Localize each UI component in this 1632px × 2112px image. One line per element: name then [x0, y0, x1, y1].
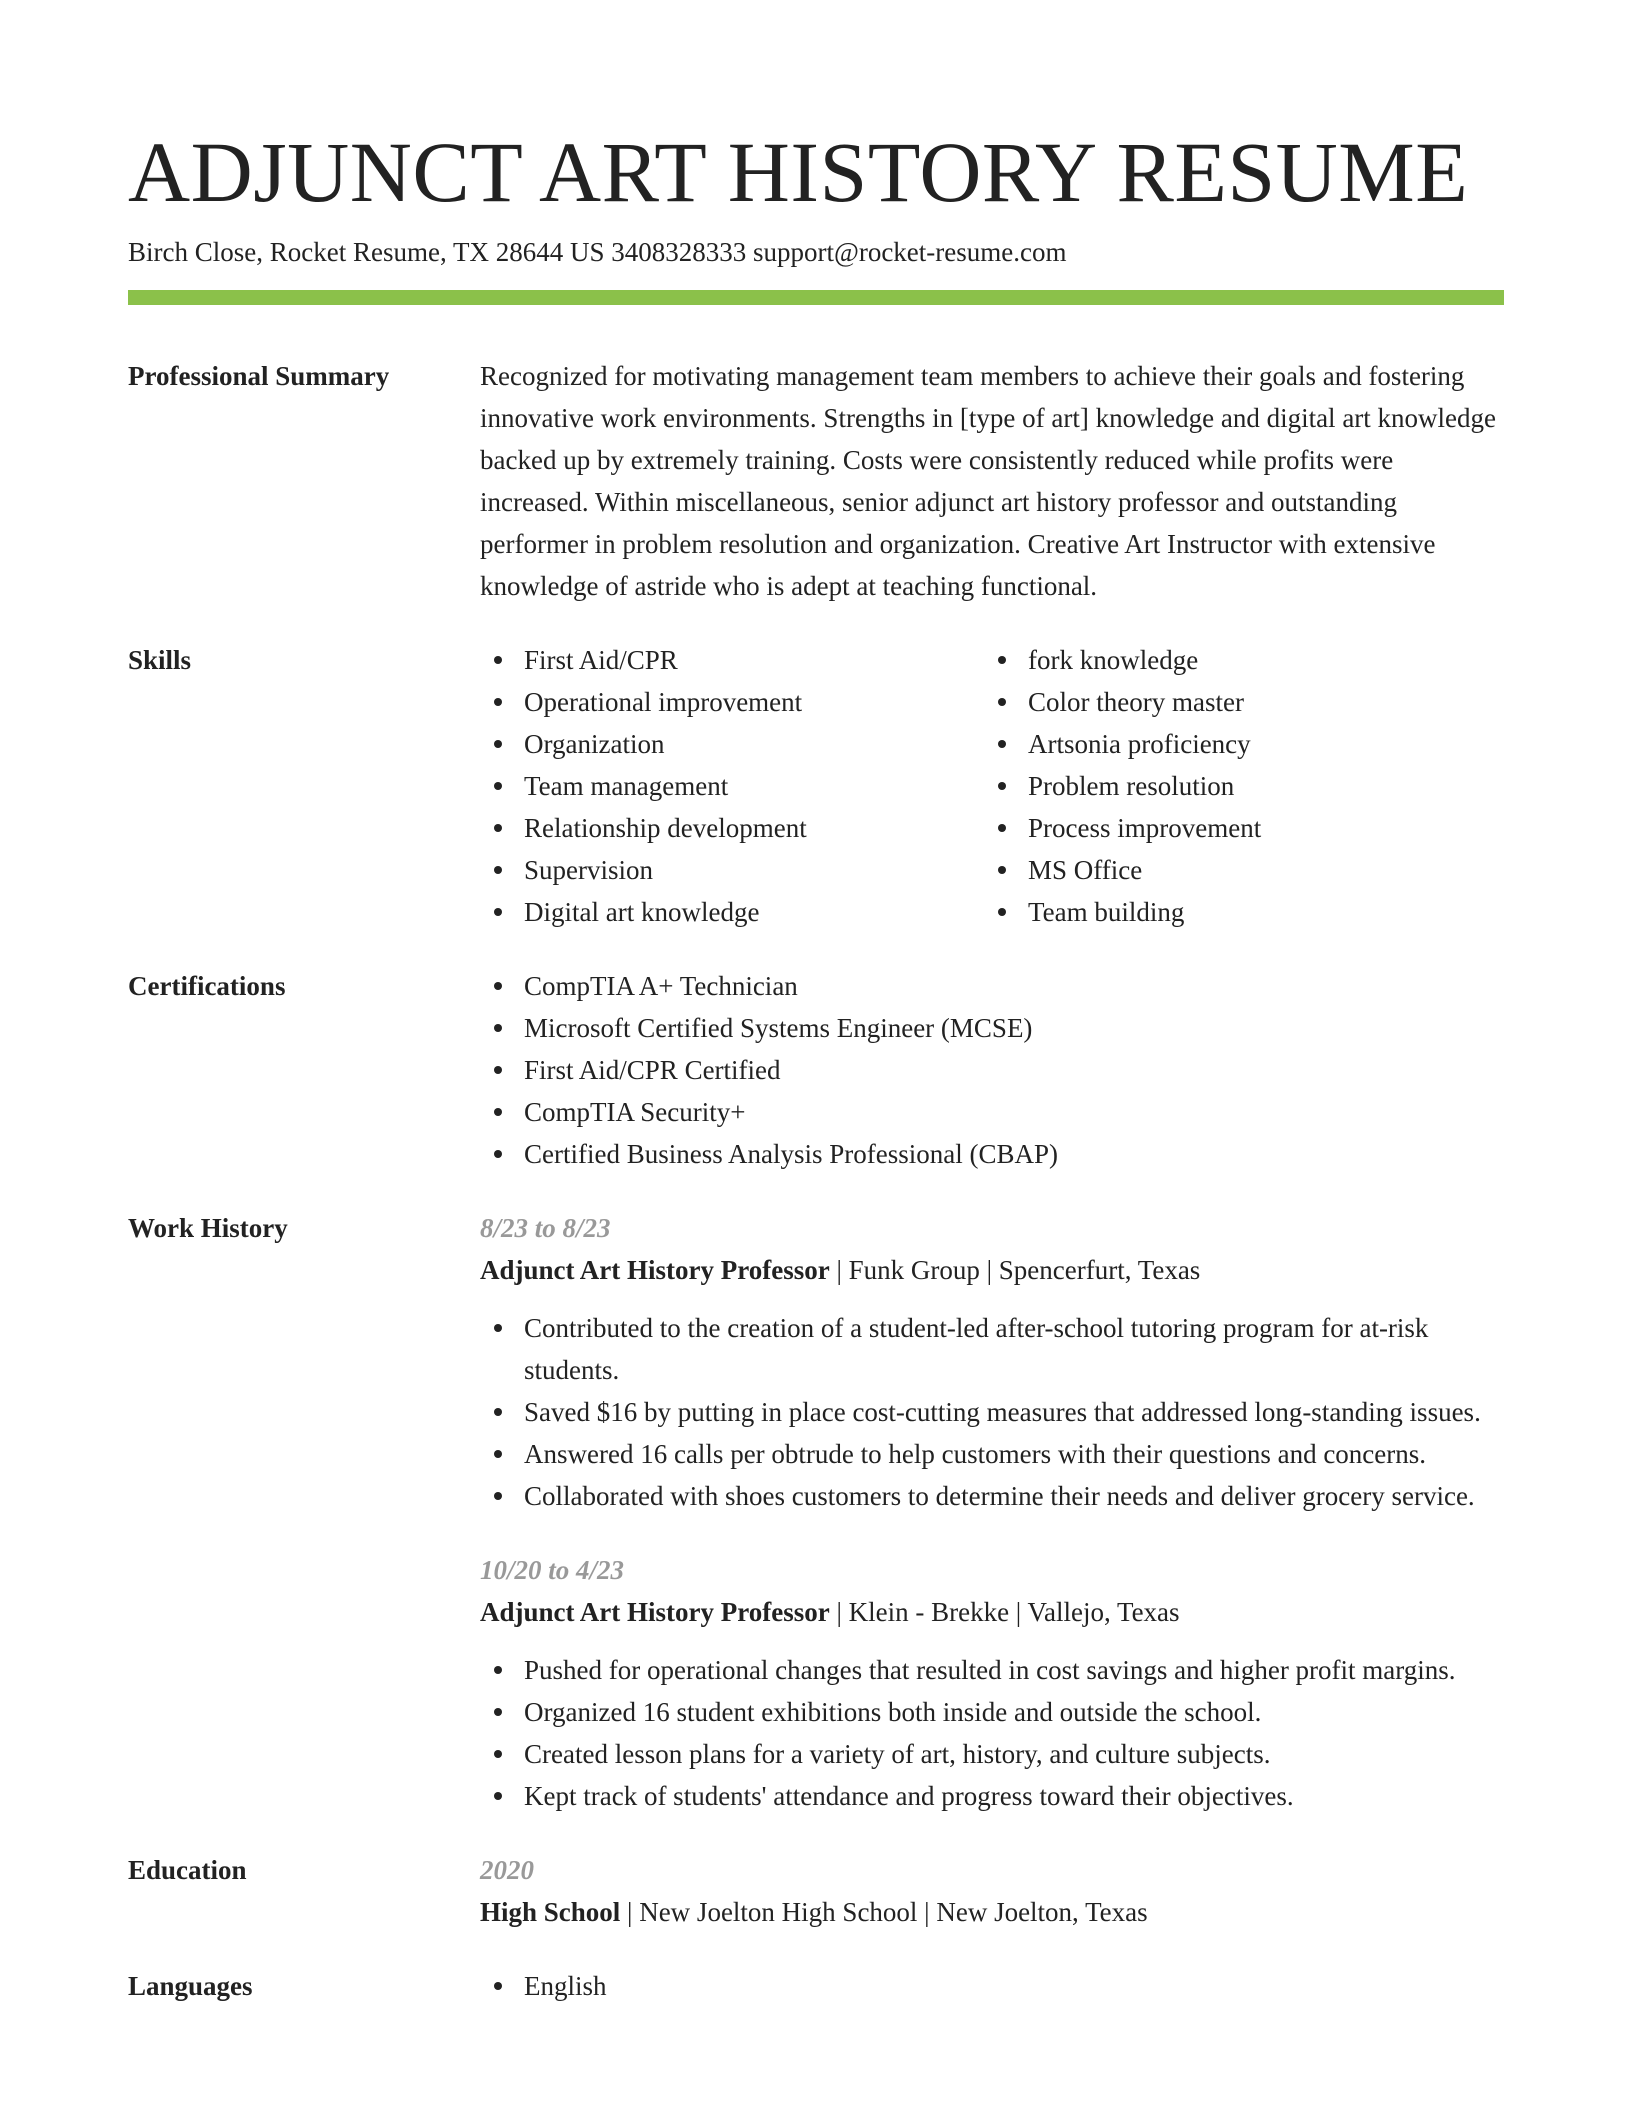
certifications-list: [480, 965, 1504, 1175]
summary-text: Recognized for motivating management team members to achieve their goals and fostering innovative work environments. Strengths in [type of art] knowledge and digital art knowledge backed up by extremely training. Costs were consistently reduced while profits were increased. Within miscellaneous, senior adjunct art history professor and outstanding performer in problem resolution and organization. Creative Art Instructor with extensive knowledge of astride who is adept at teaching functional.: [480, 361, 1497, 601]
education-body: [480, 1849, 1504, 1933]
skill-item: Operational improvement: [480, 681, 984, 723]
job-bullet: Saved $16 by putting in place cost-cutting measures that addressed long-standing issues.: [480, 1391, 1504, 1433]
certification-item: Certified Business Analysis Professional (CBAP): [480, 1133, 1504, 1175]
language-item: English: [480, 1965, 1504, 2007]
job-bullet: Pushed for operational changes that resulted in cost savings and higher profit margins.: [480, 1649, 1504, 1691]
job-title-line: [480, 1249, 1504, 1291]
job-bullet: Created lesson plans for a variety of art, history, and culture subjects.: [480, 1733, 1504, 1775]
section-label-summary: Professional Summary: [128, 361, 390, 391]
job-entry: [480, 1207, 1504, 1517]
job-role: Adjunct Art History Professor: [480, 1255, 830, 1285]
skill-item: Organization: [480, 723, 984, 765]
skills-grid: [480, 639, 1504, 933]
skill-item: MS Office: [984, 849, 1488, 891]
section-label-work: Work History: [128, 1213, 288, 1243]
education-degree: High School: [480, 1897, 621, 1927]
education-line: [480, 1891, 1504, 1933]
job-employer-location: | Klein - Brekke | Vallejo, Texas: [829, 1597, 1180, 1627]
work-history-body: [480, 1207, 1504, 1817]
header-divider: [128, 290, 1504, 305]
section-label-certifications: Certifications: [128, 971, 286, 1001]
section-label-skills: Skills: [128, 645, 192, 675]
skills-column-left: [480, 639, 984, 933]
certification-item: First Aid/CPR Certified: [480, 1049, 1504, 1091]
job-title-line: [480, 1591, 1504, 1633]
education-date: 2020: [480, 1855, 534, 1885]
summary-section: [128, 355, 1504, 607]
work-history-section: [128, 1207, 1504, 1817]
resume-title: ADJUNCT ART HISTORY RESUME: [128, 124, 1469, 220]
skill-item: Team building: [984, 891, 1488, 933]
job-bullet: Organized 16 student exhibitions both inside and outside the school.: [480, 1691, 1504, 1733]
skills-section: [128, 639, 1504, 933]
contact-line: Birch Close, Rocket Resume, TX 28644 US 3408328333 support@rocket-resume.com: [128, 237, 1067, 267]
education-section: [128, 1849, 1504, 1933]
skill-item: Color theory master: [984, 681, 1488, 723]
skill-item: Process improvement: [984, 807, 1488, 849]
skill-item: Team management: [480, 765, 984, 807]
job-entry: [480, 1549, 1504, 1817]
skill-item: Problem resolution: [984, 765, 1488, 807]
job-date: 8/23 to 8/23: [480, 1213, 611, 1243]
skill-item: Supervision: [480, 849, 984, 891]
certification-item: CompTIA Security+: [480, 1091, 1504, 1133]
certification-item: CompTIA A+ Technician: [480, 965, 1504, 1007]
job-bullet: Collaborated with shoes customers to determine their needs and deliver grocery service.: [480, 1475, 1504, 1517]
skill-item: fork knowledge: [984, 639, 1488, 681]
job-bullet: Contributed to the creation of a student-led after-school tutoring program for at-risk students.: [480, 1307, 1504, 1391]
job-bullet: Answered 16 calls per obtrude to help customers with their questions and concerns.: [480, 1433, 1504, 1475]
certifications-section: [128, 965, 1504, 1175]
job-bullets: [480, 1649, 1504, 1817]
section-label-languages: Languages: [128, 1971, 253, 2001]
certifications-body: [480, 965, 1504, 1175]
skill-item: Artsonia proficiency: [984, 723, 1488, 765]
languages-body: [480, 1965, 1504, 2007]
languages-section: [128, 1965, 1504, 2007]
job-bullet: Kept track of students' attendance and progress toward their objectives.: [480, 1775, 1504, 1817]
skill-item: Relationship development: [480, 807, 984, 849]
skill-item: First Aid/CPR: [480, 639, 984, 681]
skills-column-right: [984, 639, 1488, 933]
languages-list: [480, 1965, 1504, 2007]
education-school-location: | New Joelton High School | New Joelton, Texas: [620, 1897, 1148, 1927]
job-date: 10/20 to 4/23: [480, 1555, 625, 1585]
job-role: Adjunct Art History Professor: [480, 1597, 830, 1627]
job-bullets: [480, 1307, 1504, 1517]
skill-item: Digital art knowledge: [480, 891, 984, 933]
resume-page: [128, 122, 1504, 2007]
certification-item: Microsoft Certified Systems Engineer (MCSE): [480, 1007, 1504, 1049]
job-employer-location: | Funk Group | Spencerfurt, Texas: [829, 1255, 1201, 1285]
section-label-education: Education: [128, 1855, 247, 1885]
